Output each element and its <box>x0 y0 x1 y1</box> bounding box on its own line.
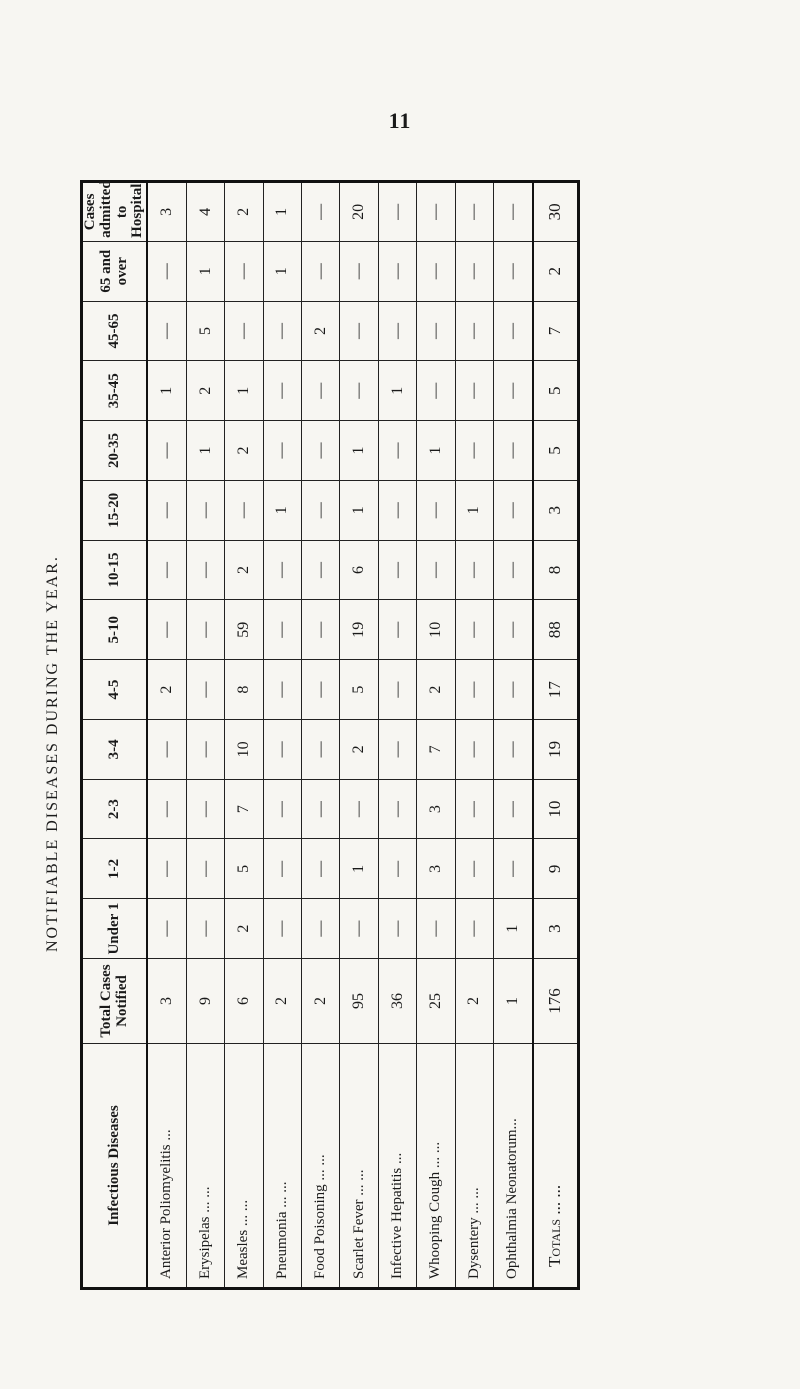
count-cell: — <box>417 540 455 600</box>
count-cell: — <box>455 899 493 959</box>
count-cell: — <box>494 480 533 540</box>
count-cell: — <box>417 480 455 540</box>
count-cell: — <box>494 241 533 301</box>
count-cell: 4 <box>186 182 224 242</box>
count-cell: — <box>494 839 533 899</box>
column-header: 10-15 <box>82 540 148 600</box>
count-cell: 9 <box>186 959 224 1044</box>
total-count-cell: 5 <box>533 421 579 481</box>
count-cell: 1 <box>340 480 378 540</box>
total-count-cell: 88 <box>533 600 579 660</box>
column-header: Under 1 <box>82 899 148 959</box>
count-cell: — <box>494 301 533 361</box>
count-cell: — <box>147 540 186 600</box>
count-cell: — <box>147 241 186 301</box>
table-row <box>340 182 378 1289</box>
count-cell: — <box>378 480 416 540</box>
count-cell: 19 <box>340 600 378 660</box>
count-cell: 3 <box>147 182 186 242</box>
count-cell: 2 <box>302 959 340 1044</box>
count-cell: — <box>455 779 493 839</box>
count-cell: 1 <box>186 241 224 301</box>
count-cell: — <box>378 540 416 600</box>
count-cell: 6 <box>225 959 263 1044</box>
count-cell: — <box>302 480 340 540</box>
table-row <box>378 182 416 1289</box>
count-cell: — <box>417 241 455 301</box>
count-cell: 25 <box>417 959 455 1044</box>
count-cell: 2 <box>302 301 340 361</box>
disease-name-cell: Dysentery ... ... <box>455 1044 493 1289</box>
count-cell: — <box>340 779 378 839</box>
count-cell: — <box>302 779 340 839</box>
count-cell: 5 <box>340 660 378 720</box>
count-cell: 2 <box>225 182 263 242</box>
count-cell: — <box>340 899 378 959</box>
disease-name-cell: Erysipelas ... ... <box>186 1044 224 1289</box>
count-cell: 1 <box>494 899 533 959</box>
table-row <box>302 182 340 1289</box>
count-cell: 1 <box>378 361 416 421</box>
count-cell: — <box>455 600 493 660</box>
count-cell: — <box>494 719 533 779</box>
table-row <box>147 182 186 1289</box>
count-cell: — <box>186 600 224 660</box>
count-cell: — <box>186 899 224 959</box>
page-title: NOTIFIABLE DISEASES DURING THE YEAR. <box>44 555 61 952</box>
total-count-cell: 2 <box>533 241 579 301</box>
disease-name-cell: Anterior Poliomyelitis ... <box>147 1044 186 1289</box>
count-cell: — <box>263 839 301 899</box>
table-row <box>225 182 263 1289</box>
count-cell: 1 <box>263 182 301 242</box>
count-cell: — <box>494 361 533 421</box>
count-cell: 2 <box>263 959 301 1044</box>
disease-name-cell: Infective Hepatitis ... <box>378 1044 416 1289</box>
column-header: Infectious Diseases <box>82 1044 148 1289</box>
table-body <box>147 182 579 1289</box>
count-cell: — <box>455 719 493 779</box>
table-row <box>417 182 455 1289</box>
count-cell: — <box>186 540 224 600</box>
table-row <box>455 182 493 1289</box>
count-cell: — <box>147 480 186 540</box>
count-cell: 1 <box>340 839 378 899</box>
count-cell: — <box>494 540 533 600</box>
count-cell: — <box>225 241 263 301</box>
count-cell: — <box>378 899 416 959</box>
header-row <box>82 182 148 1289</box>
count-cell: 1 <box>455 480 493 540</box>
count-cell: — <box>186 719 224 779</box>
count-cell: — <box>302 600 340 660</box>
count-cell: — <box>494 421 533 481</box>
count-cell: 2 <box>186 361 224 421</box>
column-header: 1-2 <box>82 839 148 899</box>
count-cell: 1 <box>263 241 301 301</box>
count-cell: — <box>455 839 493 899</box>
count-cell: — <box>340 241 378 301</box>
count-cell: — <box>455 241 493 301</box>
column-header: 3-4 <box>82 719 148 779</box>
count-cell: 1 <box>494 959 533 1044</box>
count-cell: 2 <box>417 660 455 720</box>
count-cell: 95 <box>340 959 378 1044</box>
count-cell: 2 <box>340 719 378 779</box>
total-count-cell: 19 <box>533 719 579 779</box>
count-cell: — <box>225 480 263 540</box>
count-cell: — <box>186 779 224 839</box>
disease-name-cell: Ophthalmia Neonatorum... <box>494 1044 533 1289</box>
count-cell: — <box>147 719 186 779</box>
total-count-cell: 3 <box>533 899 579 959</box>
count-cell: 6 <box>340 540 378 600</box>
count-cell: — <box>263 779 301 839</box>
total-count-cell: 176 <box>533 959 579 1044</box>
count-cell: — <box>263 540 301 600</box>
count-cell: — <box>417 182 455 242</box>
count-cell: — <box>378 660 416 720</box>
count-cell: — <box>378 301 416 361</box>
disease-name-cell: Whooping Cough ... ... <box>417 1044 455 1289</box>
count-cell: — <box>263 899 301 959</box>
column-header: 65 and over <box>82 241 148 301</box>
count-cell: — <box>455 301 493 361</box>
column-header: 5-10 <box>82 600 148 660</box>
count-cell: — <box>147 600 186 660</box>
count-cell: 1 <box>417 421 455 481</box>
count-cell: — <box>417 361 455 421</box>
column-header: 15-20 <box>82 480 148 540</box>
count-cell: — <box>378 241 416 301</box>
total-count-cell: 8 <box>533 540 579 600</box>
count-cell: — <box>263 719 301 779</box>
count-cell: 3 <box>417 779 455 839</box>
disease-name-cell: Pneumonia ... ... <box>263 1044 301 1289</box>
count-cell: 10 <box>225 719 263 779</box>
count-cell: — <box>494 779 533 839</box>
total-count-cell: 5 <box>533 361 579 421</box>
count-cell: — <box>378 421 416 481</box>
count-cell: 5 <box>225 839 263 899</box>
count-cell: 59 <box>225 600 263 660</box>
count-cell: 2 <box>225 899 263 959</box>
count-cell: 3 <box>147 959 186 1044</box>
count-cell: — <box>263 600 301 660</box>
count-cell: 20 <box>340 182 378 242</box>
disease-name-cell: Scarlet Fever ... ... <box>340 1044 378 1289</box>
count-cell: 2 <box>455 959 493 1044</box>
count-cell: — <box>186 660 224 720</box>
count-cell: — <box>302 361 340 421</box>
count-cell: — <box>302 540 340 600</box>
count-cell: — <box>147 301 186 361</box>
totals-label: Totals ... ... <box>533 1044 579 1289</box>
column-header: 2-3 <box>82 779 148 839</box>
count-cell: 1 <box>186 421 224 481</box>
total-count-cell: 17 <box>533 660 579 720</box>
count-cell: — <box>186 480 224 540</box>
count-cell: — <box>378 600 416 660</box>
count-cell: — <box>302 241 340 301</box>
table-row <box>186 182 224 1289</box>
column-header: 45-65 <box>82 301 148 361</box>
count-cell: 10 <box>417 600 455 660</box>
count-cell: — <box>302 719 340 779</box>
count-cell: — <box>455 421 493 481</box>
count-cell: — <box>455 660 493 720</box>
count-cell: — <box>494 660 533 720</box>
totals-row <box>533 182 579 1289</box>
disease-name-cell: Food Poisoning ... ... <box>302 1044 340 1289</box>
count-cell: — <box>417 301 455 361</box>
count-cell: — <box>340 361 378 421</box>
count-cell: 5 <box>186 301 224 361</box>
disease-name-cell: Measles ... ... <box>225 1044 263 1289</box>
count-cell: 8 <box>225 660 263 720</box>
count-cell: — <box>263 660 301 720</box>
count-cell: 1 <box>147 361 186 421</box>
count-cell: — <box>378 182 416 242</box>
count-cell: — <box>494 182 533 242</box>
count-cell: 1 <box>340 421 378 481</box>
count-cell: — <box>378 839 416 899</box>
page-number: 11 <box>388 108 412 133</box>
count-cell: — <box>302 660 340 720</box>
column-header: 4-5 <box>82 660 148 720</box>
column-header: Total Cases Notified <box>82 959 148 1044</box>
count-cell: — <box>455 182 493 242</box>
count-cell: — <box>147 839 186 899</box>
count-cell: 2 <box>225 540 263 600</box>
count-cell: — <box>455 361 493 421</box>
count-cell: 3 <box>417 839 455 899</box>
count-cell: — <box>455 540 493 600</box>
column-header: 35-45 <box>82 361 148 421</box>
count-cell: 1 <box>263 480 301 540</box>
count-cell: — <box>340 301 378 361</box>
count-cell: — <box>263 361 301 421</box>
table-row <box>494 182 533 1289</box>
count-cell: — <box>147 421 186 481</box>
notifiable-diseases-table <box>80 180 580 1290</box>
count-cell: — <box>263 421 301 481</box>
count-cell: — <box>417 899 455 959</box>
count-cell: — <box>186 839 224 899</box>
total-count-cell: 10 <box>533 779 579 839</box>
count-cell: 2 <box>147 660 186 720</box>
notifiable-diseases-table-wrapper <box>80 180 580 1290</box>
total-count-cell: 9 <box>533 839 579 899</box>
count-cell: — <box>378 719 416 779</box>
count-cell: — <box>147 899 186 959</box>
count-cell: — <box>302 421 340 481</box>
count-cell: — <box>147 779 186 839</box>
column-header: 20-35 <box>82 421 148 481</box>
count-cell: 7 <box>225 779 263 839</box>
count-cell: 2 <box>225 421 263 481</box>
count-cell: 1 <box>225 361 263 421</box>
column-header: Cases admitted to Hospital <box>82 182 148 242</box>
total-count-cell: 3 <box>533 480 579 540</box>
table-row <box>263 182 301 1289</box>
count-cell: — <box>302 182 340 242</box>
count-cell: 36 <box>378 959 416 1044</box>
count-cell: — <box>302 839 340 899</box>
count-cell: 7 <box>417 719 455 779</box>
count-cell: — <box>302 899 340 959</box>
total-count-cell: 7 <box>533 301 579 361</box>
count-cell: — <box>263 301 301 361</box>
count-cell: — <box>225 301 263 361</box>
count-cell: — <box>494 600 533 660</box>
total-count-cell: 30 <box>533 182 579 242</box>
count-cell: — <box>378 779 416 839</box>
